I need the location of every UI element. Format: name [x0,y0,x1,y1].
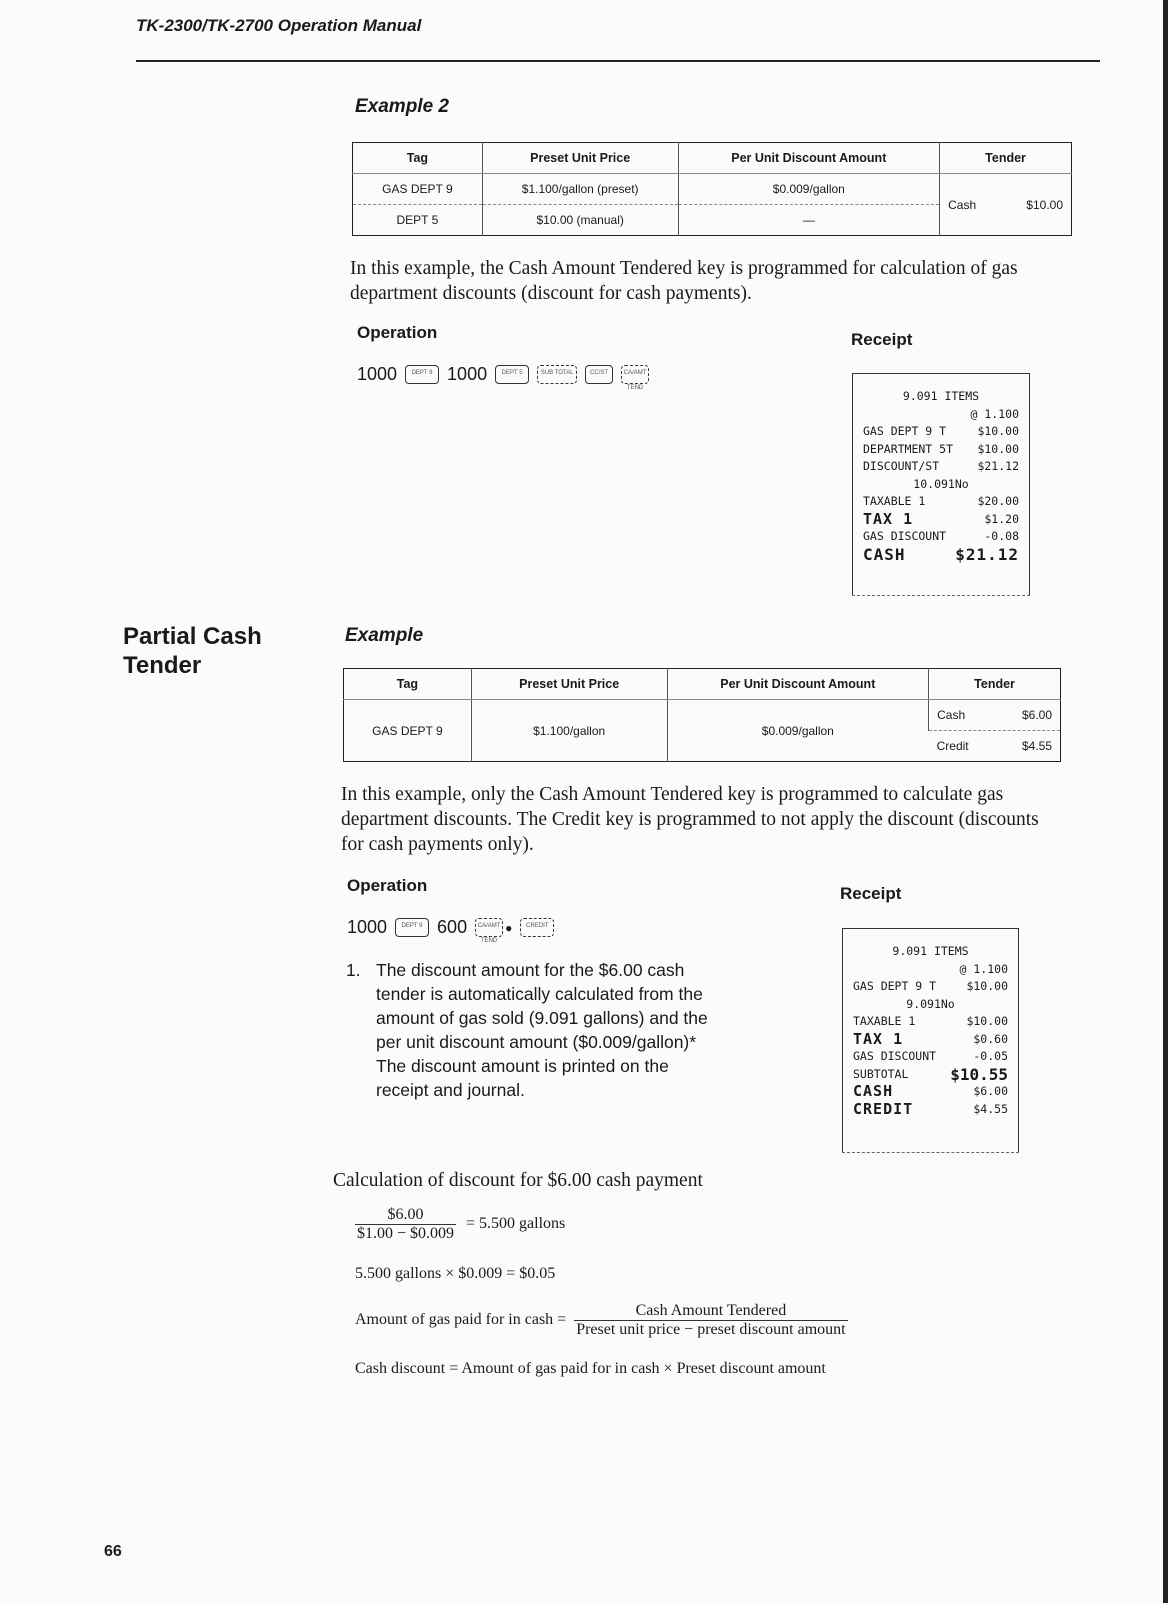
fraction-numerator: $6.00 [355,1206,456,1225]
amount-entry: 1000 [447,364,488,384]
formula-fraction: $\frac{\text{Cash Amount Tendered}}{\text{Preset unit price − preset discount amount}}$ [576,1302,846,1338]
partial-cash-paragraph: In this example, only the Cash Amount Tendered key is programmed to calculate gas department discounts. The Credit key is programmed to not apply the discount (discounts for cash payments only). [341,784,1039,855]
cell-preset-price: $1.100/gallon [471,700,667,762]
operation-label: Operation [357,323,438,342]
cell-preset-price: $10.00 (manual) [482,205,678,236]
cell-tag: GAS DEPT 9 [353,174,483,205]
receipt-label: Receipt [851,330,913,349]
receipt-line: GAS DISCOUNT -0.08 [863,529,1019,543]
receipt-line: GAS DEPT 9 T $10.00 [863,424,1019,438]
tender-label: Cash [948,197,977,212]
receipt-line: 9.091 ITEMS [902,389,980,403]
table-row [353,174,1072,205]
cell-discount: $0.009/gallon [667,700,929,762]
cash-amount-tendered-key: CA/AMT TEND [475,918,503,937]
section-title: Partial Cash Tender [123,623,262,679]
cell-tender [940,174,1072,236]
cell-tender-cash: Cash $6.00 [929,700,1061,731]
example-2-heading: Example 2 [355,96,449,117]
cell-discount: $0.009/gallon [678,174,940,205]
cell-discount: — [678,205,940,236]
formula-left: Amount of gas paid for in cash = [355,1311,567,1329]
manual-title: TK-2300/TK-2700 Operation Manual [136,16,422,35]
amount-entry: 1000 [357,364,398,384]
fraction-denominator: $1.00 − $0.009 [357,1225,455,1242]
col-header-per-unit-discount: Per Unit Discount Amount [667,669,929,700]
amount-entry: 1000 [347,917,388,937]
amount-entry: 600 [437,917,468,937]
receipt-line: CREDIT $4.55 [853,1099,1008,1118]
dept-5-key: DEPT 5 [495,365,529,384]
partial-cash-receipt [842,928,1019,1152]
col-header-tag: Tag [344,669,472,700]
receipt-subtotal-line: SUBTOTAL $10.55 [853,1064,1008,1084]
calculation-title: Calculation of discount for $6.00 cash payment [333,1170,703,1191]
col-header-tender: Tender [940,143,1072,174]
example-heading: Example [345,625,424,646]
receipt-line: DEPARTMENT 5T $10.00 [863,441,1019,456]
receipt-tear-edge [852,595,1030,596]
note-number: 1. [346,960,361,980]
tender-amount: $10.00 [1026,197,1063,212]
operation-label: Operation [347,876,428,895]
gas-paid-formula [355,1302,848,1339]
receipt-tear-edge [842,1152,1019,1153]
fraction-result: = 5.500 gallons [466,1215,566,1233]
col-header-tender: Tender [929,669,1061,700]
partial-cash-table [343,668,1061,762]
example-2-paragraph: In this example, the Cash Amount Tendered key is programmed for calculation of gas department discounts (discount for cash payments). [350,258,1018,304]
note-marker-icon: ● [505,920,513,935]
page-edge-shadow [1163,0,1168,1603]
cc-st-key: CC/ST [585,365,613,384]
cell-tag: DEPT 5 [396,213,439,227]
receipt-label: Receipt [840,884,902,903]
receipt-line: @ 1.100 [970,406,1019,421]
example-2-table [352,142,1072,236]
dept-9-key: DEPT 9 [395,918,429,937]
note-text: The discount amount for the $6.00 cash tender is automatically calculated from the amount of gas sold (9.091 gallons) and the per unit discount amount ($0.009/gallon)* The discount amount is printed on the receipt and journal. [376,960,708,1100]
receipt-line: CASH $6.00 [853,1082,1008,1100]
receipt-line: GAS DISCOUNT -0.05 [853,1049,1008,1063]
operation-sequence [347,917,554,944]
gallons-fraction [355,1206,456,1243]
page-number: 66 [104,1543,122,1560]
receipt-total-line: CASH $21.12 [863,544,1019,564]
dept-9-key: DEPT 9 [405,365,439,384]
receipt-line: TAXABLE 1 $10.00 [853,1014,1008,1028]
col-header-preset-unit-price: Preset Unit Price [482,143,678,174]
credit-key: CREDIT [520,918,554,937]
cash-discount-formula: Cash discount = Amount of gas paid for in cash × Preset discount amount [355,1360,826,1377]
example-2-receipt [852,373,1030,595]
receipt-line: TAX 1 $1.20 [863,509,1019,528]
receipt-line: 10.091No [913,476,969,491]
cell-tag: GAS DEPT 9 [372,723,443,738]
discount-calculation: 5.500 gallons × $0.009 = $0.05 [355,1265,556,1282]
receipt-line: TAX 1 $0.60 [853,1029,1008,1048]
col-header-preset-unit-price: Preset Unit Price [471,669,667,700]
receipt-line: 9.091 ITEMS [892,944,969,958]
receipt-line: DISCOUNT/ST $21.12 [863,459,1019,473]
table-row [344,700,1061,731]
table-header-row [353,143,1072,174]
col-header-per-unit-discount: Per Unit Discount Amount [678,143,940,174]
cash-amount-tendered-key: CA/AMT TEND [621,365,649,384]
table-header-row [344,669,1061,700]
cell-tender-credit: Credit $4.55 [936,739,1052,753]
receipt-line: 9.091No [906,996,955,1011]
receipt-line: TAXABLE 1 $20.00 [863,494,1019,508]
gallons-calculation [355,1206,565,1243]
receipt-line: GAS DEPT 9 T $10.00 [853,979,1008,993]
receipt-line: @ 1.100 [959,961,1008,976]
subtotal-key: SUB TOTAL [537,365,577,384]
header-rule [136,60,1100,62]
cell-preset-price: $1.100/gallon (preset) [482,174,678,205]
operation-sequence [357,364,649,391]
col-header-tag: Tag [353,143,483,174]
